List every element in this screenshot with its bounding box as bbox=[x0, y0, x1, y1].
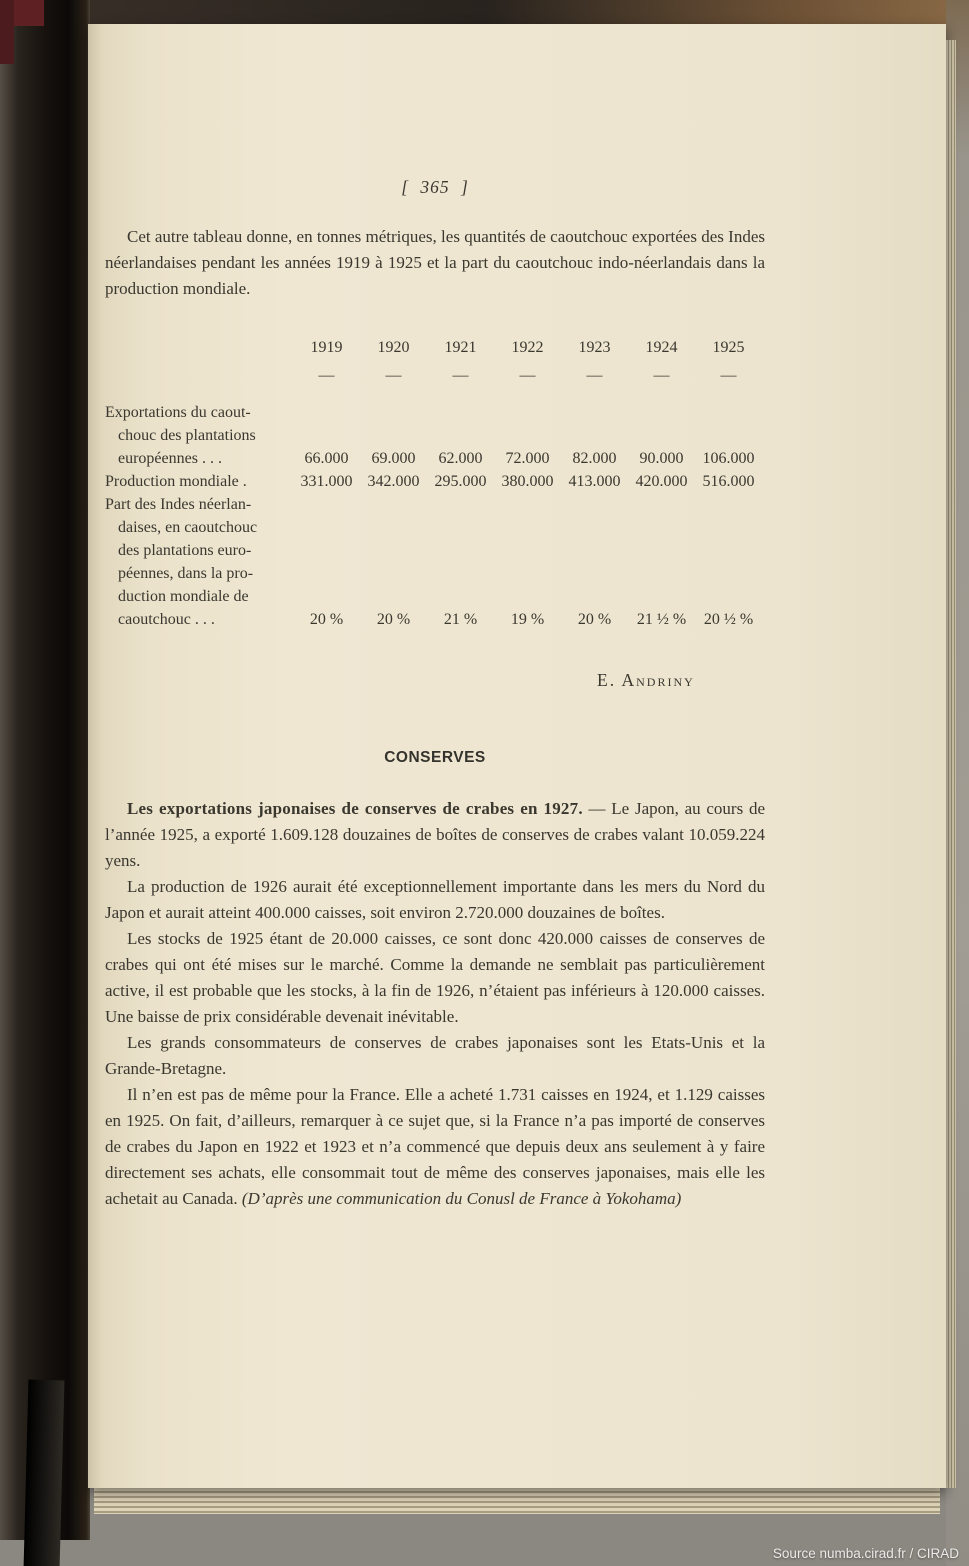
book-spine bbox=[0, 0, 90, 1540]
table-cell: 380.000 bbox=[501, 473, 554, 490]
year-column-header: 1921 bbox=[444, 339, 477, 356]
table-cell: 72.000 bbox=[505, 450, 550, 467]
row-label bbox=[105, 493, 293, 631]
row-label-line: péennes, dans la pro- bbox=[118, 565, 254, 582]
section-heading: CONSERVES bbox=[384, 749, 486, 766]
table-cell: 21 % bbox=[443, 611, 478, 628]
author-signature: E. Andriny bbox=[597, 670, 695, 690]
year-column-header: 1919 bbox=[310, 339, 343, 356]
header-rule: — bbox=[318, 367, 335, 384]
table-cell: 20 ½ % bbox=[703, 611, 754, 628]
rubber-export-table bbox=[105, 336, 765, 631]
year-column-header: 1923 bbox=[578, 339, 611, 356]
table-cell: 62.000 bbox=[438, 450, 483, 467]
header-rule: — bbox=[452, 367, 469, 384]
article-paragraph-4: Les grands consommateurs de conserves de crabes japonaises sont les Etats-Unis et la Grande-Bretagne. bbox=[105, 1033, 765, 1078]
page-edges-right bbox=[946, 40, 956, 1488]
header-rule: — bbox=[653, 367, 670, 384]
table-cell: 516.000 bbox=[702, 473, 755, 490]
table-cell: 331.000 bbox=[300, 473, 353, 490]
book-cover-edge bbox=[0, 0, 14, 64]
year-column-header: 1925 bbox=[712, 339, 745, 356]
row-label-line: Part des Indes néerlan- bbox=[105, 496, 252, 513]
table-cell: 90.000 bbox=[639, 450, 684, 467]
row-label-line: daises, en caoutchouc bbox=[118, 519, 258, 536]
table-cell: 420.000 bbox=[635, 473, 688, 490]
table-cell: 69.000 bbox=[371, 450, 416, 467]
table-row-production-mondiale bbox=[105, 470, 765, 493]
row-label-line: caoutchouc . . . bbox=[118, 611, 215, 628]
row-label-line: chouc des plantations bbox=[118, 427, 256, 444]
source-credit: Source numba.cirad.fr / CIRAD bbox=[772, 1546, 959, 1561]
table-cell: 19 % bbox=[510, 611, 545, 628]
book-page bbox=[88, 24, 946, 1488]
table-year-header bbox=[105, 336, 765, 359]
table-cell: 66.000 bbox=[304, 450, 349, 467]
article-lead-rest: — Le Japon, au cours de l’année 1925, a exporté 1.609.128 douzaines de boîtes de conserves de crabes valant 10.059.224 yens. bbox=[105, 799, 765, 870]
paragraph-5-main: Il n’en est pas de même pour la France. Elle a acheté 1.731 caisses en 1924, et 1.129 caisses en 1925. On fait, d’ailleurs, remarquer à ce sujet que, si la France n’a pas importé de conserves de crabes du Japon en 1922 et 1923 et n’a commencé que depuis deux ans seulement à y faire directement ses achats, elle consommait tout de même des conserves japonaises, mais elle les achetait au Canada. bbox=[105, 1085, 765, 1208]
header-rule: — bbox=[519, 367, 536, 384]
year-column-header: 1922 bbox=[511, 339, 544, 356]
table-cell: 342.000 bbox=[367, 473, 420, 490]
table-header-spacer bbox=[105, 364, 293, 387]
row-label-line: duction mondiale de bbox=[118, 588, 249, 605]
table-header-spacer bbox=[105, 336, 293, 359]
article-paragraph-3: Les stocks de 1925 étant de 20.000 caisses, ce sont donc 420.000 caisses de conserves de crabes qui ont été mises sur le marché. Comme la demande ne semblait pas particulièrement active, il est probable que les stocks, à la fin de 1926, n’étaient pas inférieurs à 120.000 caisses. Une baisse de prix considérable devenait inévitable. bbox=[105, 929, 765, 1026]
table-header-rules bbox=[105, 364, 765, 387]
table-cell: 20 % bbox=[577, 611, 612, 628]
year-column-header: 1924 bbox=[645, 339, 678, 356]
page-content bbox=[105, 24, 765, 1212]
page-edges-bottom bbox=[94, 1488, 940, 1514]
article-paragraph-5 bbox=[105, 1082, 765, 1212]
table-cell: 20 % bbox=[309, 611, 344, 628]
row-label-line: des plantations euro- bbox=[118, 542, 252, 559]
article-paragraph-2: La production de 1926 aurait été exceptionnellement importante dans les mers du Nord du Japon et aurait atteint 400.000 caisses, soit environ 2.720.000 douzaines de boîtes. bbox=[105, 877, 765, 922]
table-row-exportations bbox=[105, 401, 765, 470]
table-cell: 21 ½ % bbox=[636, 611, 687, 628]
article-lead-paragraph bbox=[105, 796, 765, 874]
row-label bbox=[105, 470, 293, 493]
row-label bbox=[105, 401, 293, 470]
header-rule: — bbox=[385, 367, 402, 384]
header-rule: — bbox=[586, 367, 603, 384]
row-label-line: Production mondiale . bbox=[105, 473, 247, 490]
table-cell: 106.000 bbox=[702, 450, 755, 467]
row-label-line: Exportations du caout- bbox=[105, 404, 251, 421]
table-cell: 20 % bbox=[376, 611, 411, 628]
table-cell: 82.000 bbox=[572, 450, 617, 467]
article-title: Les exportations japonaises de conserves de crabes en 1927. bbox=[127, 799, 583, 818]
year-column-header: 1920 bbox=[377, 339, 410, 356]
bookmark-ribbon bbox=[24, 1380, 65, 1566]
table-cell: 413.000 bbox=[568, 473, 621, 490]
header-rule: — bbox=[720, 367, 737, 384]
intro-paragraph: Cet autre tableau donne, en tonnes métriques, les quantités de caoutchouc exportées des Indes néerlandaises pendant les années 1919 à 1925 et la part du caoutchouc indo-néerlandais dans la production mondiale. bbox=[105, 227, 765, 298]
paragraph-5-source-note: (D’après une communication du Conusl de France à Yokohama) bbox=[241, 1189, 682, 1208]
row-label-line: européennes . . . bbox=[118, 450, 222, 467]
table-row-part-indes-neerlandaises bbox=[105, 493, 765, 631]
page-number: [ 365 ] bbox=[401, 177, 469, 197]
table-cell: 295.000 bbox=[434, 473, 487, 490]
